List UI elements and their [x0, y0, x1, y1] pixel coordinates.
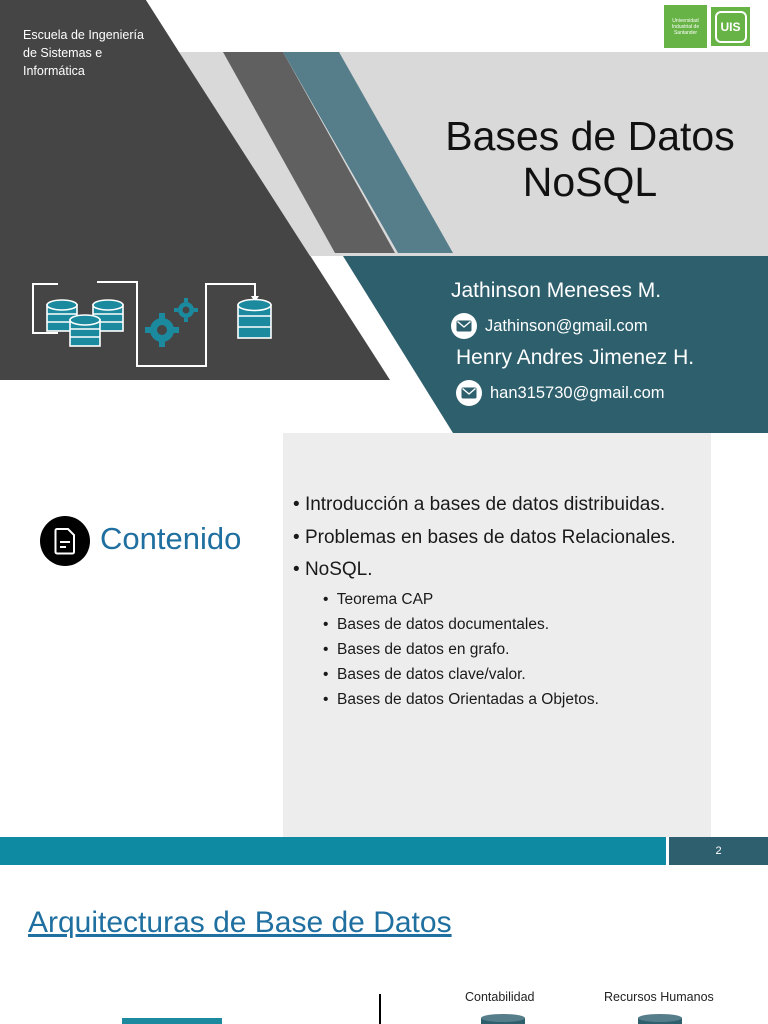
- author-email[interactable]: han315730@gmail.com: [490, 384, 665, 402]
- bullet-list: [293, 489, 708, 712]
- page-number: 2: [669, 837, 768, 865]
- school-name: [23, 26, 173, 80]
- school-line: de Sistemas e: [23, 46, 103, 60]
- sub-bullet-item: • Teorema CAP: [323, 590, 434, 608]
- slide-title: [430, 113, 750, 205]
- architecture-slide: [0, 866, 768, 1024]
- sub-bullet-text: Bases de datos documentales.: [337, 615, 550, 633]
- label-contabilidad: Contabilidad: [465, 990, 535, 1004]
- section-heading: Contenido: [100, 521, 242, 556]
- bullet-text: Problemas en bases de datos Relacionales.: [304, 526, 676, 548]
- sub-bullet-item: • Bases de datos clave/valor.: [323, 665, 526, 683]
- logo-line: Universidad: [672, 17, 699, 24]
- sub-bullet-text: Teorema CAP: [336, 590, 434, 608]
- sub-bullet-item: • Bases de datos en grafo.: [323, 640, 510, 658]
- logo-line: Industrial de: [671, 23, 700, 30]
- bullet-text: Introducción a bases de datos distribuidas.: [304, 494, 666, 515]
- sub-bullet-text: Bases de datos Orientadas a Objetos.: [337, 690, 599, 708]
- author-email[interactable]: Jathinson@gmail.com: [485, 317, 648, 335]
- footer-bar: [0, 837, 666, 865]
- database-icon: [638, 1014, 682, 1024]
- bullet-item: • Introducción a bases de datos distribuidas.: [293, 494, 666, 515]
- title-slide: [0, 0, 768, 433]
- bullet-text: NoSQL.: [304, 559, 373, 580]
- divider-line: [379, 994, 381, 1024]
- mail-icon: [456, 380, 482, 406]
- slide-title: Arquitecturas de Base de Datos: [28, 906, 452, 939]
- label-recursos-humanos: Recursos Humanos: [604, 990, 714, 1004]
- school-line: Informática: [23, 64, 85, 78]
- sub-bullet-text: Bases de datos en grafo.: [337, 640, 510, 658]
- document-icon: [40, 516, 90, 566]
- database-icon: [238, 300, 271, 339]
- database-icon: [481, 1014, 525, 1024]
- sub-bullet-item: • Bases de datos documentales.: [323, 615, 550, 633]
- bullet-item: • Problemas en bases de datos Relacionales.: [293, 526, 676, 548]
- sub-bullet-item: • Bases de datos Orientadas a Objetos.: [323, 690, 599, 708]
- mail-icon: [451, 313, 477, 339]
- teal-block: [122, 1018, 222, 1024]
- uis-monogram: UIS: [715, 11, 747, 43]
- school-line: Escuela de Ingeniería: [23, 28, 144, 42]
- author-name: Henry Andres Jimenez H.: [456, 346, 695, 369]
- university-logo-text: [664, 5, 707, 48]
- author-name: Jathinson Meneses M.: [451, 279, 662, 302]
- logo-line: Santander: [673, 29, 698, 36]
- title-line: NoSQL: [522, 159, 658, 205]
- contents-slide: [0, 433, 768, 866]
- sub-bullet-text: Bases de datos clave/valor.: [337, 665, 526, 683]
- title-line: Bases de Datos: [445, 113, 735, 159]
- uis-logo-icon: [709, 5, 752, 48]
- bullet-item: • NoSQL.: [293, 559, 373, 580]
